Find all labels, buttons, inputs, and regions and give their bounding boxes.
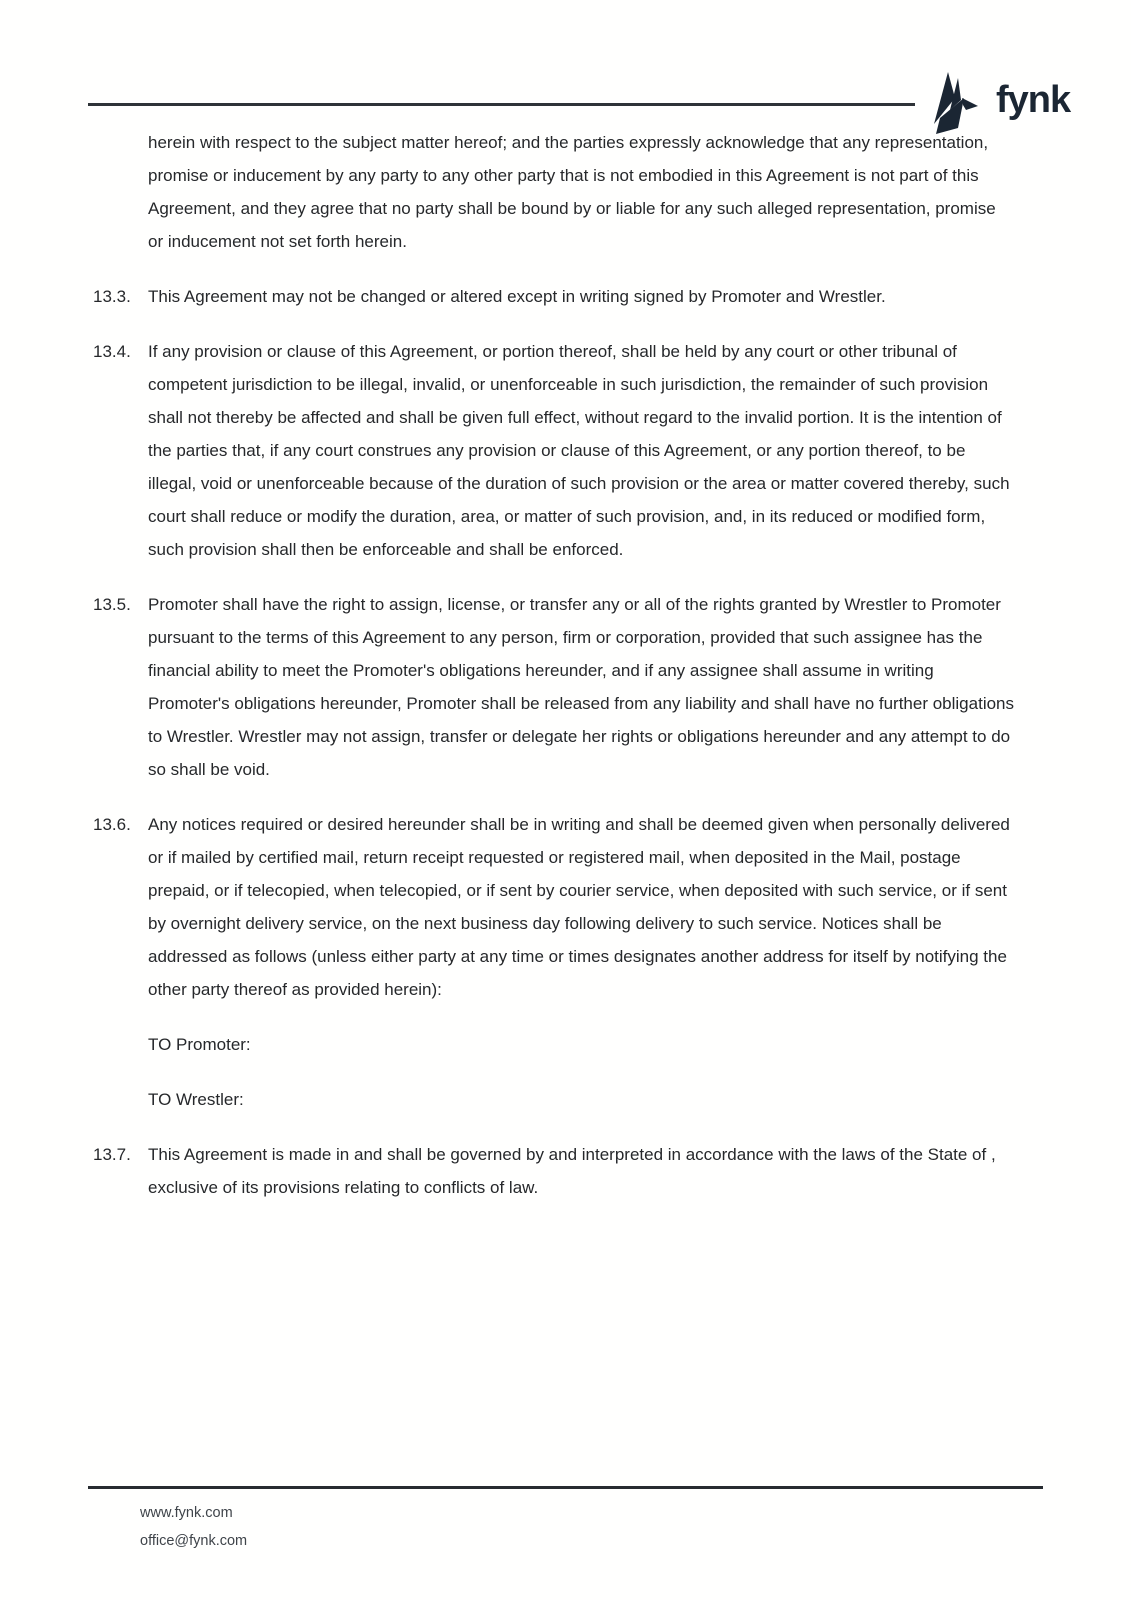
fynk-logo-text: fynk xyxy=(996,79,1071,121)
clause-13-7 xyxy=(93,1138,1015,1204)
clause-number: 13.4. xyxy=(93,342,131,361)
footer-rule xyxy=(88,1486,1043,1489)
clause-text: If any provision or clause of this Agreement, or portion thereof, shall be held by any court or other tribunal of competent jurisdiction to be illegal, invalid, or unenforceable in such jurisdiction, the remainder of such provision shall not thereby be affected and shall be given full effect, without regard to the invalid portion. It is the intention of the parties that, if any court construes any provision or clause of this Agreement, or any portion thereof, to be illegal, void or unenforceable because of the duration of such provision or the area or matter covered thereby, such court shall reduce or modify the duration, area, or matter of such provision, and, in its reduced or modified form, such provision shall then be enforceable and shall be enforced. xyxy=(148,342,1010,559)
clause-13-2-continuation: herein with respect to the subject matter hereof; and the parties expressly acknowledge that any representation, promise or inducement by any party to any other party that is not embodied in this Agreement is not part of this Agreement, and they agree that no party shall be bound by or liable for any such alleged representation, promise or inducement not set forth herein. xyxy=(148,133,996,251)
header-rule xyxy=(88,103,915,106)
clause-text: Promoter shall have the right to assign, license, or transfer any or all of the rights granted by Wrestler to Promoter pursuant to the terms of this Agreement to any person, firm or corporation, provided that such assignee has the financial ability to meet the Promoter's obligations hereunder, and if any assignee shall assume in writing Promoter's obligations hereunder, Promoter shall be released from any liability and shall have no further obligations to Wrestler. Wrestler may not assign, transfer or delegate her rights or obligations hereunder and any attempt to do so shall be void. xyxy=(148,595,1015,779)
clause-number: 13.5. xyxy=(93,595,131,614)
clause-13-6 xyxy=(93,808,1015,1006)
clause-number: 13.3. xyxy=(93,287,131,306)
clause-13-5 xyxy=(93,588,1015,786)
footer-email: office@fynk.com xyxy=(140,1533,248,1549)
clause-number: 13.6. xyxy=(93,815,131,834)
clause-number: 13.7. xyxy=(93,1145,131,1164)
clause-13-4 xyxy=(93,335,1015,566)
origami-crane-icon xyxy=(928,72,986,134)
fynk-logo xyxy=(928,72,1070,134)
contract-body xyxy=(93,126,1015,1226)
notice-address-promoter: TO Promoter: xyxy=(148,1035,251,1054)
footer-website: www.fynk.com xyxy=(140,1505,233,1521)
clause-text: This Agreement may not be changed or altered except in writing signed by Promoter and Wrestler. xyxy=(148,287,886,306)
footer-contacts xyxy=(140,1499,247,1555)
clause-text: Any notices required or desired hereunder shall be in writing and shall be deemed given when personally delivered or if mailed by certified mail, return receipt requested or registered mail, when deposited in the Mail, postage prepaid, or if telecopied, when telecopied, or if sent by courier service, when deposited with such service, or if sent by overnight delivery service, on the next business day following delivery to such service. Notices shall be addressed as follows (unless either party at any time or times designates another address for itself by notifying the other party thereof as provided herein): xyxy=(148,815,1010,999)
clause-text: This Agreement is made in and shall be governed by and interpreted in accordance with the laws of the State of , exclusive of its provisions relating to conflicts of law. xyxy=(148,1145,996,1197)
clause-13-3 xyxy=(93,280,1015,313)
notice-address-wrestler: TO Wrestler: xyxy=(148,1090,244,1109)
